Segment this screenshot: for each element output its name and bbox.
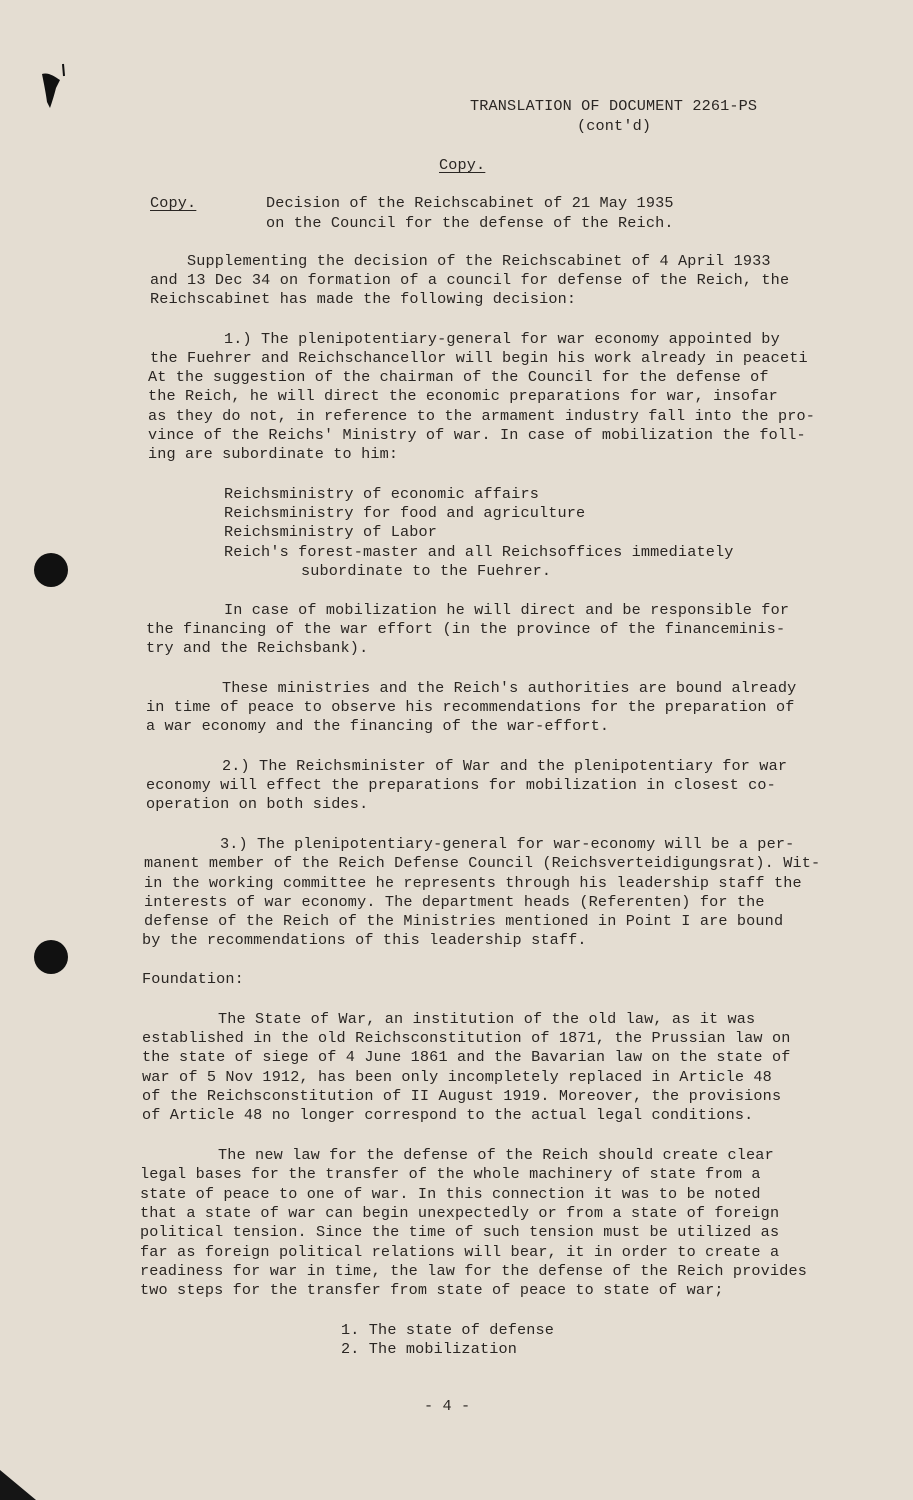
list-item: Reichsministry of Labor (224, 523, 438, 541)
document-subtitle: (cont'd) (577, 117, 652, 135)
paragraph-line: of the Reichsconstitution of II August 1919. Moreover, the provisions (142, 1087, 782, 1105)
paragraph-line: These ministries and the Reich's authorities are bound already (222, 679, 797, 697)
paragraph-line: the state of siege of 4 June 1861 and the Bavarian law on the state of (142, 1048, 791, 1066)
paragraph-line: that a state of war can begin unexpectedly or from a state of foreign (140, 1204, 780, 1222)
paragraph-line: political tension. Since the time of such tension must be utilized as (140, 1223, 780, 1241)
punch-hole (34, 940, 68, 974)
page-number: - 4 - (424, 1397, 471, 1415)
paragraph-line: In case of mobilization he will direct and be responsible for (224, 601, 790, 619)
paragraph-line: established in the old Reichsconstitution of 1871, the Prussian law on (142, 1029, 791, 1047)
paragraph-line: try and the Reichsbank). (146, 639, 369, 657)
section-heading: Foundation: (142, 970, 244, 988)
corner-mark-icon (34, 58, 74, 114)
paragraph-line: the financing of the war effort (in the province of the financeminis- (146, 620, 786, 638)
list-item: Reich's forest-master and all Reichsoffices immediately (224, 543, 734, 561)
punch-hole (34, 553, 68, 587)
paragraph-line: manent member of the Reich Defense Council (Reichsverteidigungsrat). Wit- (144, 854, 821, 872)
list-item: 1. The state of defense (341, 1321, 555, 1339)
list-item: 2. The mobilization (341, 1340, 518, 1358)
list-item: Reichsministry for food and agriculture (224, 504, 586, 522)
paragraph-line: the Reich, he will direct the economic preparations for war, insofar (148, 387, 778, 405)
paragraph-line: ing are subordinate to him: (148, 445, 399, 463)
paragraph-line: 2.) The Reichsminister of War and the plenipotentiary for war (222, 757, 788, 775)
paragraph-line: Supplementing the decision of the Reichscabinet of 4 April 1933 (187, 252, 771, 270)
document-title: TRANSLATION OF DOCUMENT 2261-PS (470, 97, 758, 115)
paragraph-line: in the working committee he represents through his leadership staff the (144, 874, 802, 892)
paragraph-line: a war economy and the financing of the war-effort. (146, 717, 610, 735)
paragraph-line: defense of the Reich of the Ministries mentioned in Point I are bound (144, 912, 784, 930)
paragraph-line: readiness for war in time, the law for the defense of the Reich provides (140, 1262, 808, 1280)
paragraph-line: Reichscabinet has made the following decision: (150, 290, 577, 308)
paragraph-line: of Article 48 no longer correspond to the actual legal conditions. (142, 1106, 754, 1124)
paragraph-line: vince of the Reichs' Ministry of war. In case of mobilization the foll- (148, 426, 806, 444)
copy-heading: Copy. (439, 156, 486, 174)
paragraph-line: The new law for the defense of the Reich should create clear (218, 1146, 774, 1164)
paragraph-line: At the suggestion of the chairman of the Council for the defense of (148, 368, 769, 386)
paragraph-line: operation on both sides. (146, 795, 369, 813)
paragraph-line: state of peace to one of war. In this connection it was to be noted (140, 1185, 761, 1203)
paragraph-line: by the recommendations of this leadership staff. (142, 931, 587, 949)
paragraph-line: in time of peace to observe his recommendations for the preparation of (146, 698, 795, 716)
paragraph-line: far as foreign political relations will bear, it in order to create a (140, 1243, 780, 1261)
paragraph-line: interests of war economy. The department heads (Referenten) for the (144, 893, 765, 911)
paragraph-line: two steps for the transfer from state of peace to state of war; (140, 1281, 724, 1299)
paragraph-line: war of 5 Nov 1912, has been only incompletely replaced in Article 48 (142, 1068, 772, 1086)
page-corner-icon (0, 1470, 40, 1500)
list-item: Reichsministry of economic affairs (224, 485, 539, 503)
paragraph-line: 3.) The plenipotentiary-general for war-economy will be a per- (220, 835, 795, 853)
decision-title-line: on the Council for the defense of the Reich. (266, 214, 674, 232)
paragraph-line: and 13 Dec 34 on formation of a council for defense of the Reich, the (150, 271, 790, 289)
paragraph-line: as they do not, in reference to the armament industry fall into the pro- (148, 407, 816, 425)
paragraph-line: legal bases for the transfer of the whole machinery of state from a (140, 1165, 761, 1183)
copy-label: Copy. (150, 194, 197, 212)
paragraph-line: the Fuehrer and Reichschancellor will begin his work already in peaceti (150, 349, 808, 367)
paragraph-line: economy will effect the preparations for mobilization in closest co- (146, 776, 776, 794)
paragraph-line: 1.) The plenipotentiary-general for war economy appointed by (224, 330, 780, 348)
paragraph-line: The State of War, an institution of the old law, as it was (218, 1010, 756, 1028)
list-item: subordinate to the Fuehrer. (301, 562, 552, 580)
decision-title-line: Decision of the Reichscabinet of 21 May 1935 (266, 194, 674, 212)
